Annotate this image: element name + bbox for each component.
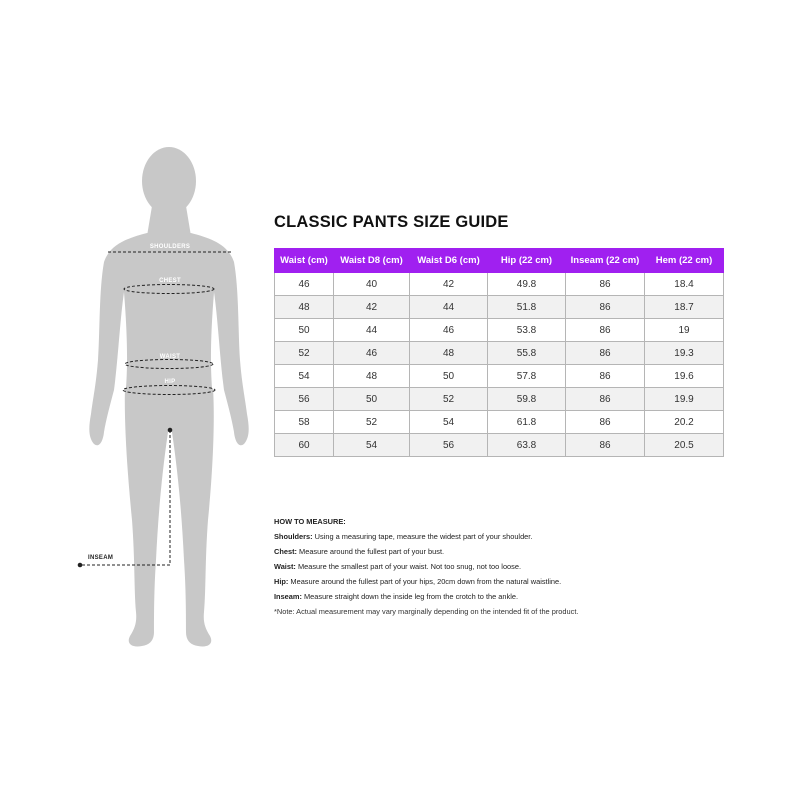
inseam-start-dot [168,428,173,433]
measure-item-chest [274,544,774,559]
table-cell: 58 [275,411,334,434]
table-cell: 86 [566,273,645,296]
table-row [275,411,724,434]
table-cell: 54 [334,434,410,457]
measure-text: Measure around the fullest part of your bust. [297,547,445,556]
measure-text: Using a measuring tape, measure the widest part of your shoulder. [312,532,533,541]
measure-term: Hip: [274,577,289,586]
how-to-measure-heading: HOW TO MEASURE: [274,517,346,526]
measure-item-shoulders [274,529,774,544]
table-header-row [275,249,724,273]
table-cell: 48 [410,342,488,365]
table-row [275,273,724,296]
measure-text: Measure around the fullest part of your hips, 20cm down from the natural waistline. [288,577,562,586]
table-cell: 52 [275,342,334,365]
table-cell: 56 [410,434,488,457]
table-cell: 49.8 [488,273,566,296]
table-cell: 42 [410,273,488,296]
header-waist-d6: Waist D6 (cm) [410,249,488,273]
measure-item-inseam [274,589,774,604]
measure-text: Measure the smallest part of your waist. Not too snug, not too loose. [295,562,522,571]
table-cell: 46 [410,319,488,342]
table-cell: 86 [566,434,645,457]
table-cell: 20.2 [645,411,724,434]
table-cell: 19.9 [645,388,724,411]
table-cell: 44 [334,319,410,342]
table-cell: 86 [566,388,645,411]
measure-text: Measure straight down the inside leg from the crotch to the ankle. [301,592,519,601]
header-hip: Hip (22 cm) [488,249,566,273]
table-row [275,388,724,411]
table-cell: 19.6 [645,365,724,388]
table-row [275,342,724,365]
measure-note: *Note: Actual measurement may vary marginally depending on the intended fit of the product. [274,607,579,616]
table-row [275,434,724,457]
table-cell: 51.8 [488,296,566,319]
table-cell: 86 [566,411,645,434]
measure-term: Shoulders: [274,532,313,541]
measure-term: Waist: [274,562,296,571]
waist-label: WAIST [159,354,181,360]
table-cell: 50 [275,319,334,342]
table-cell: 52 [334,411,410,434]
table-cell: 54 [410,411,488,434]
table-cell: 86 [566,365,645,388]
table-row [275,296,724,319]
table-cell: 46 [275,273,334,296]
neck-shape [147,206,191,236]
table-cell: 52 [410,388,488,411]
table-cell: 19.3 [645,342,724,365]
table-cell: 50 [410,365,488,388]
table-cell: 20.5 [645,434,724,457]
inseam-label: INSEAM [88,555,114,561]
table-cell: 61.8 [488,411,566,434]
chest-label: CHEST [159,278,181,284]
header-inseam: Inseam (22 cm) [566,249,645,273]
table-row [275,365,724,388]
measure-item-waist [274,559,774,574]
table-cell: 86 [566,319,645,342]
table-cell: 48 [275,296,334,319]
table-cell: 40 [334,273,410,296]
table-cell: 86 [566,296,645,319]
table-cell: 19 [645,319,724,342]
measure-term: Inseam: [274,592,302,601]
table-cell: 57.8 [488,365,566,388]
table-cell: 44 [410,296,488,319]
table-cell: 46 [334,342,410,365]
size-table [274,248,724,457]
table-cell: 18.4 [645,273,724,296]
table-cell: 55.8 [488,342,566,365]
table-cell: 60 [275,434,334,457]
table-cell: 56 [275,388,334,411]
table-cell: 18.7 [645,296,724,319]
hip-label: HIP [164,379,176,385]
table-cell: 63.8 [488,434,566,457]
measure-term: Chest: [274,547,297,556]
header-waist: Waist (cm) [275,249,334,273]
shoulders-label: SHOULDERS [149,244,191,250]
table-cell: 86 [566,342,645,365]
measure-item-hip [274,574,774,589]
table-cell: 59.8 [488,388,566,411]
table-cell: 42 [334,296,410,319]
legs-shape [125,388,214,647]
table-cell: 50 [334,388,410,411]
table-row [275,319,724,342]
table-cell: 54 [275,365,334,388]
head-shape [142,147,196,215]
table-cell: 53.8 [488,319,566,342]
header-waist-d8: Waist D8 (cm) [334,249,410,273]
table-cell: 48 [334,365,410,388]
how-to-measure [274,514,774,619]
silhouette [89,147,248,647]
inseam-end-dot [78,563,83,568]
header-hem: Hem (22 cm) [645,249,724,273]
page-title: CLASSIC PANTS SIZE GUIDE [274,213,509,231]
